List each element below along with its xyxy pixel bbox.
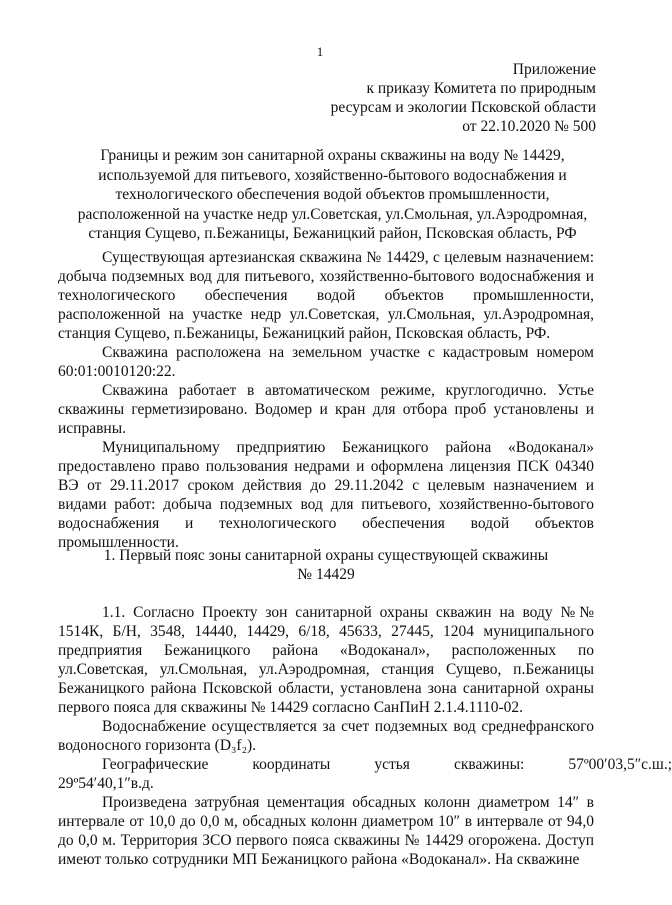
intro-paragraph: Муниципальному предприятию Бежаницкого района «Водоканал» предоставлено право пользования недрами и оформлена лицензия ПСК 04340 ВЭ от 29.11.2017 сроком действия до 29.11.2042 с целевым назначением и видами работ: добыча подземных вод для питьевого, хозяйственно-бытового водоснабжения и технологического обеспечения водой объектов промышленности.: [58, 439, 594, 551]
section-heading-line: 1. Первый пояс зоны санитарной охраны существующей скважины: [103, 547, 549, 564]
section-heading: [58, 546, 594, 584]
title-line: расположенной на участке недр ул.Советская, ул.Смольная, ул.Аэродромная,: [77, 205, 588, 223]
page-number: 1: [316, 44, 324, 59]
coord-word: устья: [374, 756, 410, 773]
intro-paragraph: Скважина расположена на земельном участке с кадастровым номером 60:01:0010120:22.: [58, 344, 594, 380]
title-line: Границы и режим зон санитарной охраны скважины на воду № 14429,: [100, 147, 565, 164]
coord-word: скважины:: [453, 756, 525, 773]
section-heading-line: № 14429: [297, 566, 355, 583]
coord-word: координаты: [252, 756, 331, 773]
section-paragraph: Произведена затрубная цементация обсадных колонн диаметром 14″ в интервале от 10,0 до 0,0 м, обсадных колонн диаметром 10″ в интервале от 94,0 до 0,0 м. Территория ЗСО первого пояса скважины № 14429 огорожена. Доступ имеют только сотрудники МП Бежаницкого района «Водоканал». На скважине: [58, 794, 594, 868]
title-line: используемой для питьевого, хозяйственно-бытового водоснабжения и: [98, 166, 567, 184]
appendix-line: от 22.10.2020 № 500: [462, 118, 596, 135]
section-paragraph: 1.1. Согласно Проекту зон санитарной охраны скважин на воду №№ 1514К, Б/Н, 3548, 14440, 14429, 6/18, 45633, 27445, 1204 муниципального предприятия Бежаницкого района «Водоканал», расположенных по ул.Советская, ул.Смольная, ул.Аэродромная, станция Сущево, п.Бежаницы Бежаницкого района Псковской области, установлена зона санитарной охраны первого пояса для скважины № 14429 согласно СанПиН 2.1.4.1110-02.: [58, 604, 594, 716]
intro-paragraph: Существующая артезианская скважина № 14429, с целевым назначением: добыча подземных вод для питьевого, хозяйственно-бытового водоснабжения и технологического обеспечения водой объектов промышленности, расположенной на участке недр ул.Советская, ул.Смольная, ул.Аэродромная, станция Сущево, п.Бежаницы, Бежаницкий район, Псковская область, РФ.: [58, 249, 594, 342]
coord-latitude: 57º00′03,5″с.ш.;: [568, 756, 672, 773]
appendix-line: к приказу Комитета по природным: [366, 80, 596, 97]
appendix-header: [331, 60, 596, 136]
intro-section: [58, 248, 594, 552]
title-line: технологического обеспечения водой объектов промышленности,: [115, 186, 550, 203]
section-paragraph: Водоснабжение осуществляется за счет подземных вод среднефранского водоносного горизонта (D₃f₂).: [58, 718, 594, 754]
coordinates-longitude: 29º54′40,1″в.д.: [58, 775, 154, 792]
coord-word: Географические: [102, 756, 209, 773]
title-line: станция Сущево, п.Бежаницы, Бежаницкий район, Псковская область, РФ: [88, 225, 577, 242]
intro-paragraph: Скважина работает в автоматическом режиме, круглогодично. Устье скважины герметизировано. Водомер и кран для отбора проб установлены и исправны.: [58, 382, 594, 437]
appendix-line: ресурсам и экологии Псковской области: [330, 99, 596, 116]
coordinates-line: [58, 755, 672, 774]
section1-body: [58, 603, 672, 869]
document-title: [50, 146, 615, 244]
appendix-line: Приложение: [512, 61, 596, 78]
